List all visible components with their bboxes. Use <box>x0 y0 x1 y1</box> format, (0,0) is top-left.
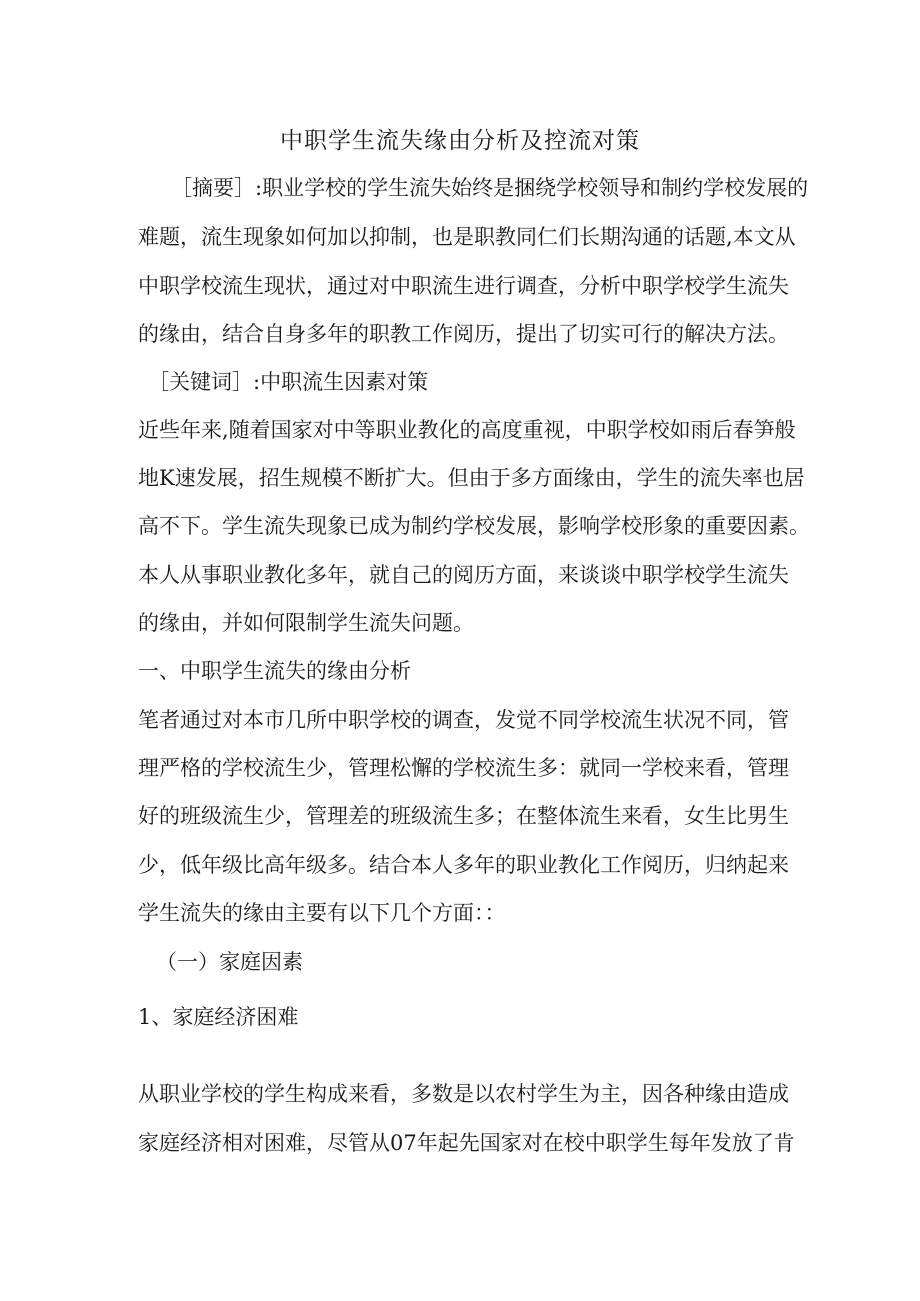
analysis-line-1: 笔者通过对本市几所中职学校的调查，发觉不同学校流生状况不同，管 <box>138 708 789 732</box>
body-line-2: 家庭经济相对困难，尽管从07年起先国家对在校中职学生每年发放了肯 <box>138 1131 795 1155</box>
intro-line-1: 近些年来,随着国家对中等职业教化的高度重视，中职学校如雨后春笋般 <box>138 418 796 442</box>
body-line-1: 从职业学校的学生构成来看，多数是以农村学生为主，因各种缘由造成 <box>138 1082 789 1106</box>
section-heading-1: 一、中职学生流失的缘由分析 <box>138 659 411 683</box>
subsection-heading-1: （一）家庭因素 <box>156 950 303 974</box>
intro-line-2: 地K速发展，招生规模不断扩大。但由于多方面缘由，学生的流失率也居 <box>138 466 805 490</box>
analysis-line-5: 学生流失的缘由主要有以下几个方面：： <box>138 901 506 925</box>
document-title: 中职学生流失缘由分析及控流对策 <box>280 128 640 154</box>
abstract-line-4: 的缘由，结合自身多年的职教工作阅历，提出了切实可行的解决方法。 <box>138 322 789 346</box>
abstract-line-2: 难题，流生现象如何加以抑制，也是职教同仁们长期沟通的话题,本文从 <box>138 225 796 249</box>
analysis-line-3: 好的班级流生少，管理差的班级流生多；在整体流生来看，女生比男生 <box>138 804 789 828</box>
intro-line-4: 本人从事职业教化多年，就自己的阅历方面，来谈谈中职学校学生流失 <box>138 563 789 587</box>
analysis-line-2: 理严格的学校流生少，管理松懈的学校流生多：就同一学校来看，管理 <box>138 756 789 780</box>
abstract-line-1: ［摘要］:职业学校的学生流失始终是捆绕学校领导和制约学校发展的 <box>171 176 809 200</box>
abstract-line-3: 中职学校流生现状，通过对中职流生进行调查，分析中职学校学生流失 <box>138 274 789 298</box>
intro-line-5: 的缘由，并如何限制学生流失问题。 <box>138 611 474 635</box>
keywords-line: ［关键词］:中职流生因素对策 <box>148 370 429 394</box>
item-heading-1: 1、家庭经济困难 <box>138 1005 299 1029</box>
intro-line-3: 高不下。学生流失现象已成为制约学校发展，影响学校形象的重要因素。 <box>138 514 810 538</box>
analysis-line-4: 少，低年级比高年级多。结合本人多年的职业教化工作阅历，归纳起来 <box>138 853 789 877</box>
